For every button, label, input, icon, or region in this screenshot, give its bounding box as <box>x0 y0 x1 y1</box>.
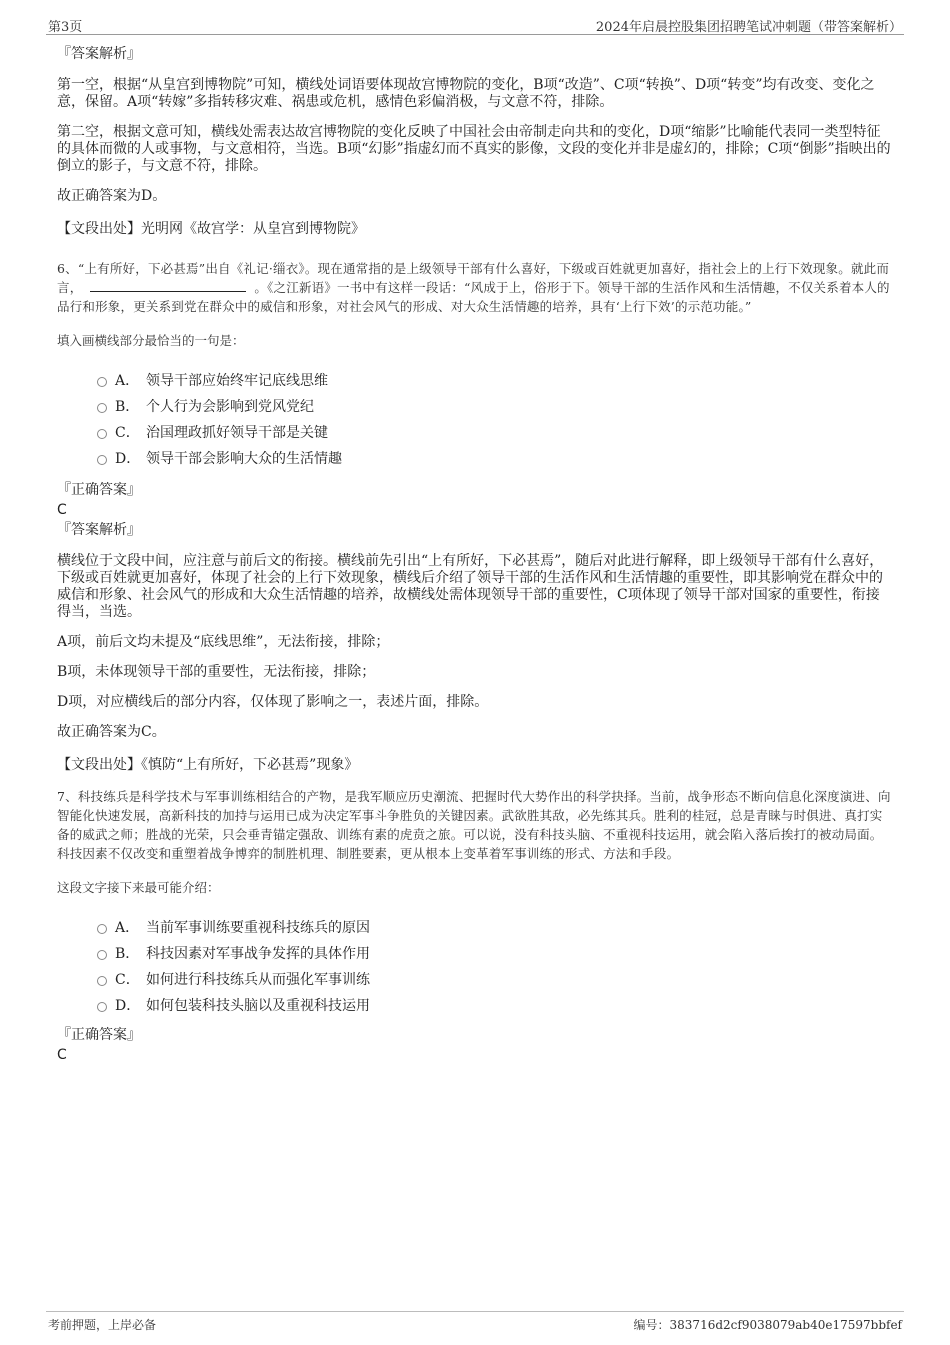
radio-icon[interactable] <box>97 455 107 465</box>
document-title: 2024年启晨控股集团招聘笔试冲刺题（带答案解析） <box>595 20 902 35</box>
question-prompt: 这段文字接下来最可能介绍： <box>57 880 220 895</box>
option-b[interactable]: B． 科技因素对军事战争发挥的具体作用 <box>97 941 893 967</box>
option-c[interactable]: C． 如何进行科技练兵从而强化军事训练 <box>97 967 893 993</box>
question-6-text: 6、“上有所好，下必甚焉”出自《礼记·缁衣》。现在通常指的是上级领导干部有什么喜好，下级或百姓就更加喜好，指社会上的上行下效现象。就此而言， 。《之江新语》一书中有这样一段话：“风成于上，俗形于下。领导干部的生活作风和生活情趣，不仅关系着本人的品行和形象，更关系到党在群众中的威信和形象，对社会风气的形成、对大众生活情趣的培养，具有‘上行下效’的示范功能。” <box>57 261 890 314</box>
correct-answer-label: 『正确答案』 <box>57 482 141 498</box>
correct-answer-label: 『正确答案』 <box>57 1027 141 1043</box>
document-id: 编号：383716d2cf9038079ab40e17597bbfef <box>633 1318 902 1332</box>
question-prompt: 填入画横线部分最恰当的一句是： <box>57 333 245 348</box>
correct-answer: C <box>57 502 67 518</box>
question-6-options <box>97 368 893 472</box>
radio-icon[interactable] <box>97 924 107 934</box>
option-a[interactable]: A． 当前军事训练要重视科技练兵的原因 <box>97 915 893 941</box>
fill-blank-line <box>90 279 246 292</box>
analysis-paragraph: 第二空，根据文意可知，横线处需表达故宫博物院的变化反映了中国社会由帝制走向共和的变化，D项“缩影”比喻能代表同一类型特征的具体而微的人或事物，与文意相符，当选。B项“幻影”指虚幻而不真实的影像，文段的变化并非是虚幻的，排除；C项“倒影”指映出的倒立的影子，与文意不符，排除。 <box>57 124 891 174</box>
analysis-label: 『答案解析』 <box>57 522 141 538</box>
answer-conclusion: 故正确答案为C。 <box>57 724 166 740</box>
radio-icon[interactable] <box>97 950 107 960</box>
option-a[interactable]: A． 领导干部应始终牢记底线思维 <box>97 368 893 394</box>
question-7-text: 7、科技练兵是科学技术与军事训练相结合的产物，是我军顺应历史潮流、把握时代大势作出的科学抉择。当前，战争形态不断向信息化深度演进、向智能化快速发展，高新科技的加持与运用已成为决定军事斗争胜负的关键因素。武欲胜其敌，必先练其兵。胜利的桂冠，总是青睐与时俱进、真打实备的威武之师；胜战的光荣，只会垂青锚定强敌、训练有素的虎贲之旅。可以说，没有科技头脑、不重视科技运用，就会陷入落后挨打的被动局面。科技因素不仅改变和重塑着战争博弈的制胜机理、制胜要素，更从根本上变革着军事训练的形式、方法和手段。 <box>57 789 891 861</box>
radio-icon[interactable] <box>97 377 107 387</box>
option-c[interactable]: C． 治国理政抓好领导干部是关键 <box>97 420 893 446</box>
option-d[interactable]: D． 如何包装科技头脑以及重视科技运用 <box>97 993 893 1019</box>
analysis-paragraph: B项，未体现领导干部的重要性，无法衔接，排除； <box>57 664 376 680</box>
page-footer <box>46 1311 904 1336</box>
radio-icon[interactable] <box>97 976 107 986</box>
analysis-paragraph: A项，前后文均未提及“底线思维”，无法衔接，排除； <box>57 634 390 650</box>
radio-icon[interactable] <box>97 429 107 439</box>
page-number: 第3页 <box>48 20 83 35</box>
radio-icon[interactable] <box>97 403 107 413</box>
analysis-paragraph: 第一空，根据“从皇宫到博物院”可知，横线处词语要体现故宫博物院的变化，B项“改造”、C项“转换”、D项“转变”均有改变、变化之意，保留。A项“转嫁”多指转移灾难、祸患或危机，感情色彩偏消极，与文意不符，排除。 <box>57 77 875 110</box>
option-d[interactable]: D． 领导干部会影响大众的生活情趣 <box>97 446 893 472</box>
page-header <box>46 14 904 35</box>
question-7-options <box>97 915 893 1019</box>
footer-slogan: 考前押题，上岸必备 <box>48 1318 157 1332</box>
analysis-label: 『答案解析』 <box>57 46 141 62</box>
correct-answer: C <box>57 1047 67 1063</box>
analysis-paragraph: D项，对应横线后的部分内容，仅体现了影响之一，表述片面，排除。 <box>57 694 489 710</box>
answer-conclusion: 故正确答案为D。 <box>57 188 167 204</box>
page-content <box>57 44 893 1065</box>
analysis-paragraph: 横线位于文段中间，应注意与前后文的衔接。横线前先引出“上有所好，下必甚焉”，随后对此进行解释，即上级领导干部有什么喜好，下级或百姓就更加喜好，体现了社会的上行下效现象，横线后介绍了领导干部的生活作风和生活情趣的重要性，即其影响党在群众中的威信和形象、社会风气的形成和大众生活情趣的培养，故横线处需体现领导干部的重要性，C项体现了领导干部对国家的重要性，衔接得当，当选。 <box>57 553 884 620</box>
source-citation: 【文段出处】《慎防“上有所好，下必甚焉”现象》 <box>57 757 359 773</box>
source-citation: 【文段出处】光明网《故宫学：从皇宫到博物院》 <box>57 221 365 237</box>
option-b[interactable]: B． 个人行为会影响到党风党纪 <box>97 394 893 420</box>
radio-icon[interactable] <box>97 1002 107 1012</box>
